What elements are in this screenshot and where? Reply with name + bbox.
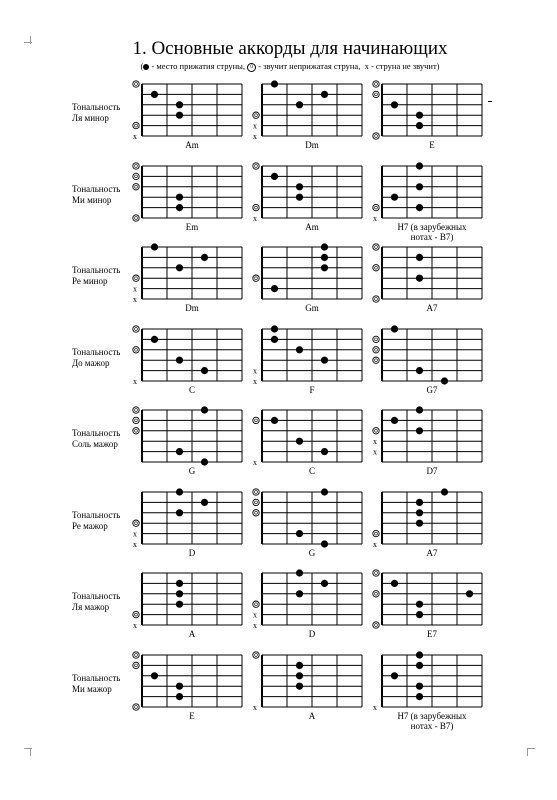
chord-diagram (250, 488, 370, 572)
muted-string-icon: x (373, 437, 377, 447)
finger-dot (391, 193, 398, 200)
chord-diagram (130, 80, 250, 164)
finger-dot (416, 162, 423, 169)
chord-name: A7 (426, 303, 438, 313)
finger-dot (271, 80, 278, 87)
finger-dot (416, 122, 423, 129)
open-string-icon (373, 81, 379, 87)
open-string-icon (373, 357, 379, 363)
open-string-icon (133, 346, 139, 352)
chord-diagram (130, 243, 250, 327)
row-key-label (72, 184, 120, 206)
finger-dot (201, 458, 208, 465)
finger-dot (151, 243, 158, 250)
open-string-icon (133, 162, 139, 168)
chord-diagram (370, 243, 490, 327)
legend: ( - место прижатия струны, 0 - звучит неприжатая струна, x - струна не звучит) (140, 61, 440, 71)
finger-dot (176, 601, 183, 608)
chord-name: Em (185, 221, 199, 232)
open-string-icon (133, 703, 139, 709)
finger-dot (416, 275, 423, 282)
open-string-icon (133, 651, 139, 657)
chord-name: A7 (426, 547, 438, 558)
chord-diagram (370, 406, 490, 490)
finger-dot (296, 438, 303, 445)
row-key-label (72, 591, 120, 613)
finger-dot (201, 498, 208, 505)
row-key-label-line: Тональность (72, 672, 121, 683)
pressed-dot-icon (143, 64, 149, 70)
chord-name: G (188, 466, 196, 476)
legend-dot-text: - место прижатия струны, (151, 61, 245, 71)
legend-open-text: - звучит неприжатая струна, (258, 61, 361, 71)
row-key-label-line: Тональность (72, 428, 121, 438)
open-string-icon (373, 622, 379, 628)
open-string-icon (133, 325, 139, 331)
row-key-label-line: Ля минор (72, 113, 109, 123)
chord-name: C (188, 384, 196, 395)
crop-mark (24, 42, 32, 43)
finger-dot (151, 672, 158, 679)
muted-string-icon: x (133, 529, 137, 539)
finger-dot (416, 367, 423, 374)
finger-dot (271, 335, 278, 342)
open-string-icon (373, 570, 379, 576)
chord-diagram (370, 325, 490, 409)
legend-mute-text: - струна не звучит) (370, 61, 440, 71)
finger-dot (441, 377, 448, 384)
open-string-icon (373, 591, 379, 597)
finger-dot (416, 651, 423, 658)
open-string-icon (133, 214, 139, 220)
open-string-icon (373, 133, 379, 139)
finger-dot (391, 580, 398, 587)
open-string-icon (373, 336, 379, 342)
chord-name: H7 (в зарубежных (397, 710, 467, 721)
finger-dot (296, 193, 303, 200)
muted-string-icon: x (253, 213, 257, 223)
finger-dot (176, 590, 183, 597)
finger-dot (416, 498, 423, 505)
finger-dot (176, 112, 183, 119)
chord-name: Dm (185, 303, 199, 313)
open-string-icon (253, 651, 259, 657)
finger-dot (416, 509, 423, 516)
muted-string-icon: x (373, 702, 377, 712)
finger-dot (321, 254, 328, 261)
muted-string-icon: x (133, 132, 137, 141)
row-key-label-line: Ре мажор (72, 520, 108, 531)
open-string-icon (133, 275, 139, 281)
row-key-label (72, 265, 120, 287)
finger-dot (201, 254, 208, 261)
finger-dot (151, 91, 158, 98)
chord-name: G (308, 547, 316, 558)
chord-diagram (250, 569, 370, 653)
finger-dot (416, 611, 423, 618)
finger-dot (271, 417, 278, 424)
finger-dot (416, 183, 423, 190)
muted-string-icon: x (133, 539, 137, 549)
row-key-label-line: Тональность (72, 102, 121, 112)
legend-mute-symbol: x (364, 61, 369, 71)
finger-dot (321, 488, 328, 495)
open-string-icon (253, 275, 259, 281)
chord-name: A (188, 629, 196, 639)
chord-name: нотах - B7) (410, 231, 454, 242)
open-string-icon: 0 (247, 63, 256, 72)
finger-dot (176, 356, 183, 363)
finger-dot (201, 367, 208, 374)
finger-dot (321, 448, 328, 455)
chord-diagram (130, 651, 250, 735)
finger-dot (321, 243, 328, 250)
muted-string-icon: x (253, 366, 257, 376)
open-string-icon (253, 499, 259, 505)
chord-name: Am (305, 221, 319, 232)
muted-string-icon: x (133, 295, 137, 304)
open-string-icon (253, 509, 259, 515)
finger-dot (391, 101, 398, 108)
finger-dot (176, 580, 183, 587)
chord-name: E7 (427, 629, 437, 639)
row-key-label (72, 347, 120, 369)
row-key-label (72, 428, 120, 450)
chord-diagram (250, 406, 370, 490)
chord-name: D7 (426, 466, 438, 476)
finger-dot (296, 661, 303, 668)
chord-diagram (370, 80, 490, 164)
chord-diagram (130, 406, 250, 490)
finger-dot (391, 325, 398, 332)
muted-string-icon: x (373, 447, 377, 457)
muted-string-icon: x (253, 458, 257, 467)
finger-dot (296, 101, 303, 108)
row-key-label-line: Тональность (72, 509, 121, 520)
open-string-icon (253, 112, 259, 118)
chord-diagram (130, 488, 250, 572)
open-string-icon (133, 407, 139, 413)
open-string-icon (373, 530, 379, 536)
row-key-label-line: Тональность (72, 265, 121, 275)
crop-mark (30, 748, 31, 756)
muted-string-icon: x (133, 621, 137, 630)
chord-name: C (308, 466, 316, 476)
chord-name: G7 (426, 384, 438, 395)
chord-name: A (308, 710, 316, 721)
row-key-label-line: Тональность (72, 346, 121, 357)
chord-diagram (130, 569, 250, 653)
finger-dot (176, 488, 183, 495)
chord-diagram (130, 325, 250, 409)
row-key-label-line: Ля мажор (72, 602, 110, 612)
finger-dot (296, 682, 303, 689)
open-string-icon (373, 346, 379, 352)
open-string-icon (253, 162, 259, 168)
chord-diagram (370, 488, 490, 572)
finger-dot (416, 519, 423, 526)
row-key-label-line: Тональность (72, 183, 121, 194)
open-string-icon (373, 244, 379, 250)
crop-mark (527, 748, 535, 749)
finger-dot (296, 530, 303, 537)
finger-dot (466, 590, 473, 597)
finger-dot (321, 91, 328, 98)
muted-string-icon: x (253, 121, 257, 131)
chord-name: Gm (305, 303, 319, 313)
open-string-icon (133, 611, 139, 617)
open-string-icon (133, 173, 139, 179)
muted-string-icon: x (253, 376, 257, 386)
muted-string-icon: x (373, 213, 377, 223)
finger-dot (416, 682, 423, 689)
finger-dot (416, 406, 423, 413)
row-key-label (72, 673, 120, 695)
open-string-icon (373, 428, 379, 434)
finger-dot (416, 661, 423, 668)
finger-dot (176, 193, 183, 200)
open-string-icon (373, 91, 379, 97)
finger-dot (296, 346, 303, 353)
crop-mark (527, 748, 528, 756)
finger-dot (416, 693, 423, 700)
chord-name: Dm (305, 140, 319, 150)
chord-diagram (250, 162, 370, 246)
chord-diagram (250, 325, 370, 409)
finger-dot (176, 101, 183, 108)
finger-dot (321, 356, 328, 363)
chord-name: H7 (в зарубежных (397, 221, 467, 232)
finger-dot (391, 672, 398, 679)
open-string-icon (133, 417, 139, 423)
finger-dot (176, 509, 183, 516)
finger-dot (321, 540, 328, 547)
open-string-icon (133, 662, 139, 668)
chord-name: F (309, 384, 315, 395)
open-string-icon (253, 204, 259, 210)
finger-dot (176, 448, 183, 455)
chord-diagram (250, 651, 370, 735)
page-title: 1. Основные аккорды для начинающих (132, 38, 448, 59)
finger-dot (416, 112, 423, 119)
row-key-label (72, 102, 120, 124)
finger-dot (296, 590, 303, 597)
chord-name: D (308, 629, 316, 639)
open-string-icon (373, 265, 379, 271)
row-key-label-line: Тональность (72, 591, 121, 601)
chord-diagram (250, 243, 370, 327)
chord-name: E (189, 710, 195, 721)
chord-name: E (429, 140, 435, 150)
finger-dot (416, 427, 423, 434)
open-string-icon (133, 520, 139, 526)
open-string-icon (133, 122, 139, 128)
finger-dot (416, 601, 423, 608)
muted-string-icon: x (133, 376, 137, 386)
finger-dot (321, 580, 328, 587)
open-string-icon (373, 296, 379, 302)
chord-diagram (370, 651, 490, 735)
finger-dot (201, 406, 208, 413)
finger-dot (271, 285, 278, 292)
finger-dot (296, 672, 303, 679)
muted-string-icon: x (373, 539, 377, 549)
chord-diagram (370, 162, 490, 246)
finger-dot (176, 682, 183, 689)
chord-diagram (250, 80, 370, 164)
finger-dot (176, 693, 183, 700)
row-key-label (72, 510, 120, 532)
finger-dot (441, 488, 448, 495)
finger-dot (416, 204, 423, 211)
open-string-icon (133, 81, 139, 87)
finger-dot (271, 172, 278, 179)
finger-dot (176, 264, 183, 271)
row-key-label-line: Ми мажор (72, 683, 112, 694)
open-string-icon (133, 428, 139, 434)
finger-dot (271, 325, 278, 332)
open-string-icon (253, 417, 259, 423)
row-key-label-line: Соль мажор (72, 439, 118, 449)
finger-dot (296, 183, 303, 190)
finger-dot (416, 254, 423, 261)
finger-dot (151, 335, 158, 342)
chord-name: нотах - B7) (410, 720, 454, 731)
muted-string-icon: x (253, 610, 257, 620)
muted-string-icon: x (253, 621, 257, 630)
open-string-icon (253, 488, 259, 494)
crop-mark (24, 748, 32, 749)
open-string-icon (373, 204, 379, 210)
chord-diagram (370, 569, 490, 653)
row-key-label-line: Ре минор (72, 276, 108, 286)
open-string-icon (133, 183, 139, 189)
muted-string-icon: x (253, 132, 257, 141)
muted-string-icon: x (133, 284, 137, 294)
row-key-label-line: До мажор (72, 357, 110, 368)
chord-name: D (188, 547, 196, 558)
finger-dot (176, 204, 183, 211)
row-key-label-line: Ми минор (72, 194, 112, 205)
finger-dot (296, 569, 303, 576)
open-string-icon (253, 601, 259, 607)
finger-dot (391, 417, 398, 424)
finger-dot (321, 264, 328, 271)
chord-name: Am (185, 140, 199, 150)
muted-string-icon: x (253, 702, 257, 712)
chord-diagram (130, 162, 250, 246)
